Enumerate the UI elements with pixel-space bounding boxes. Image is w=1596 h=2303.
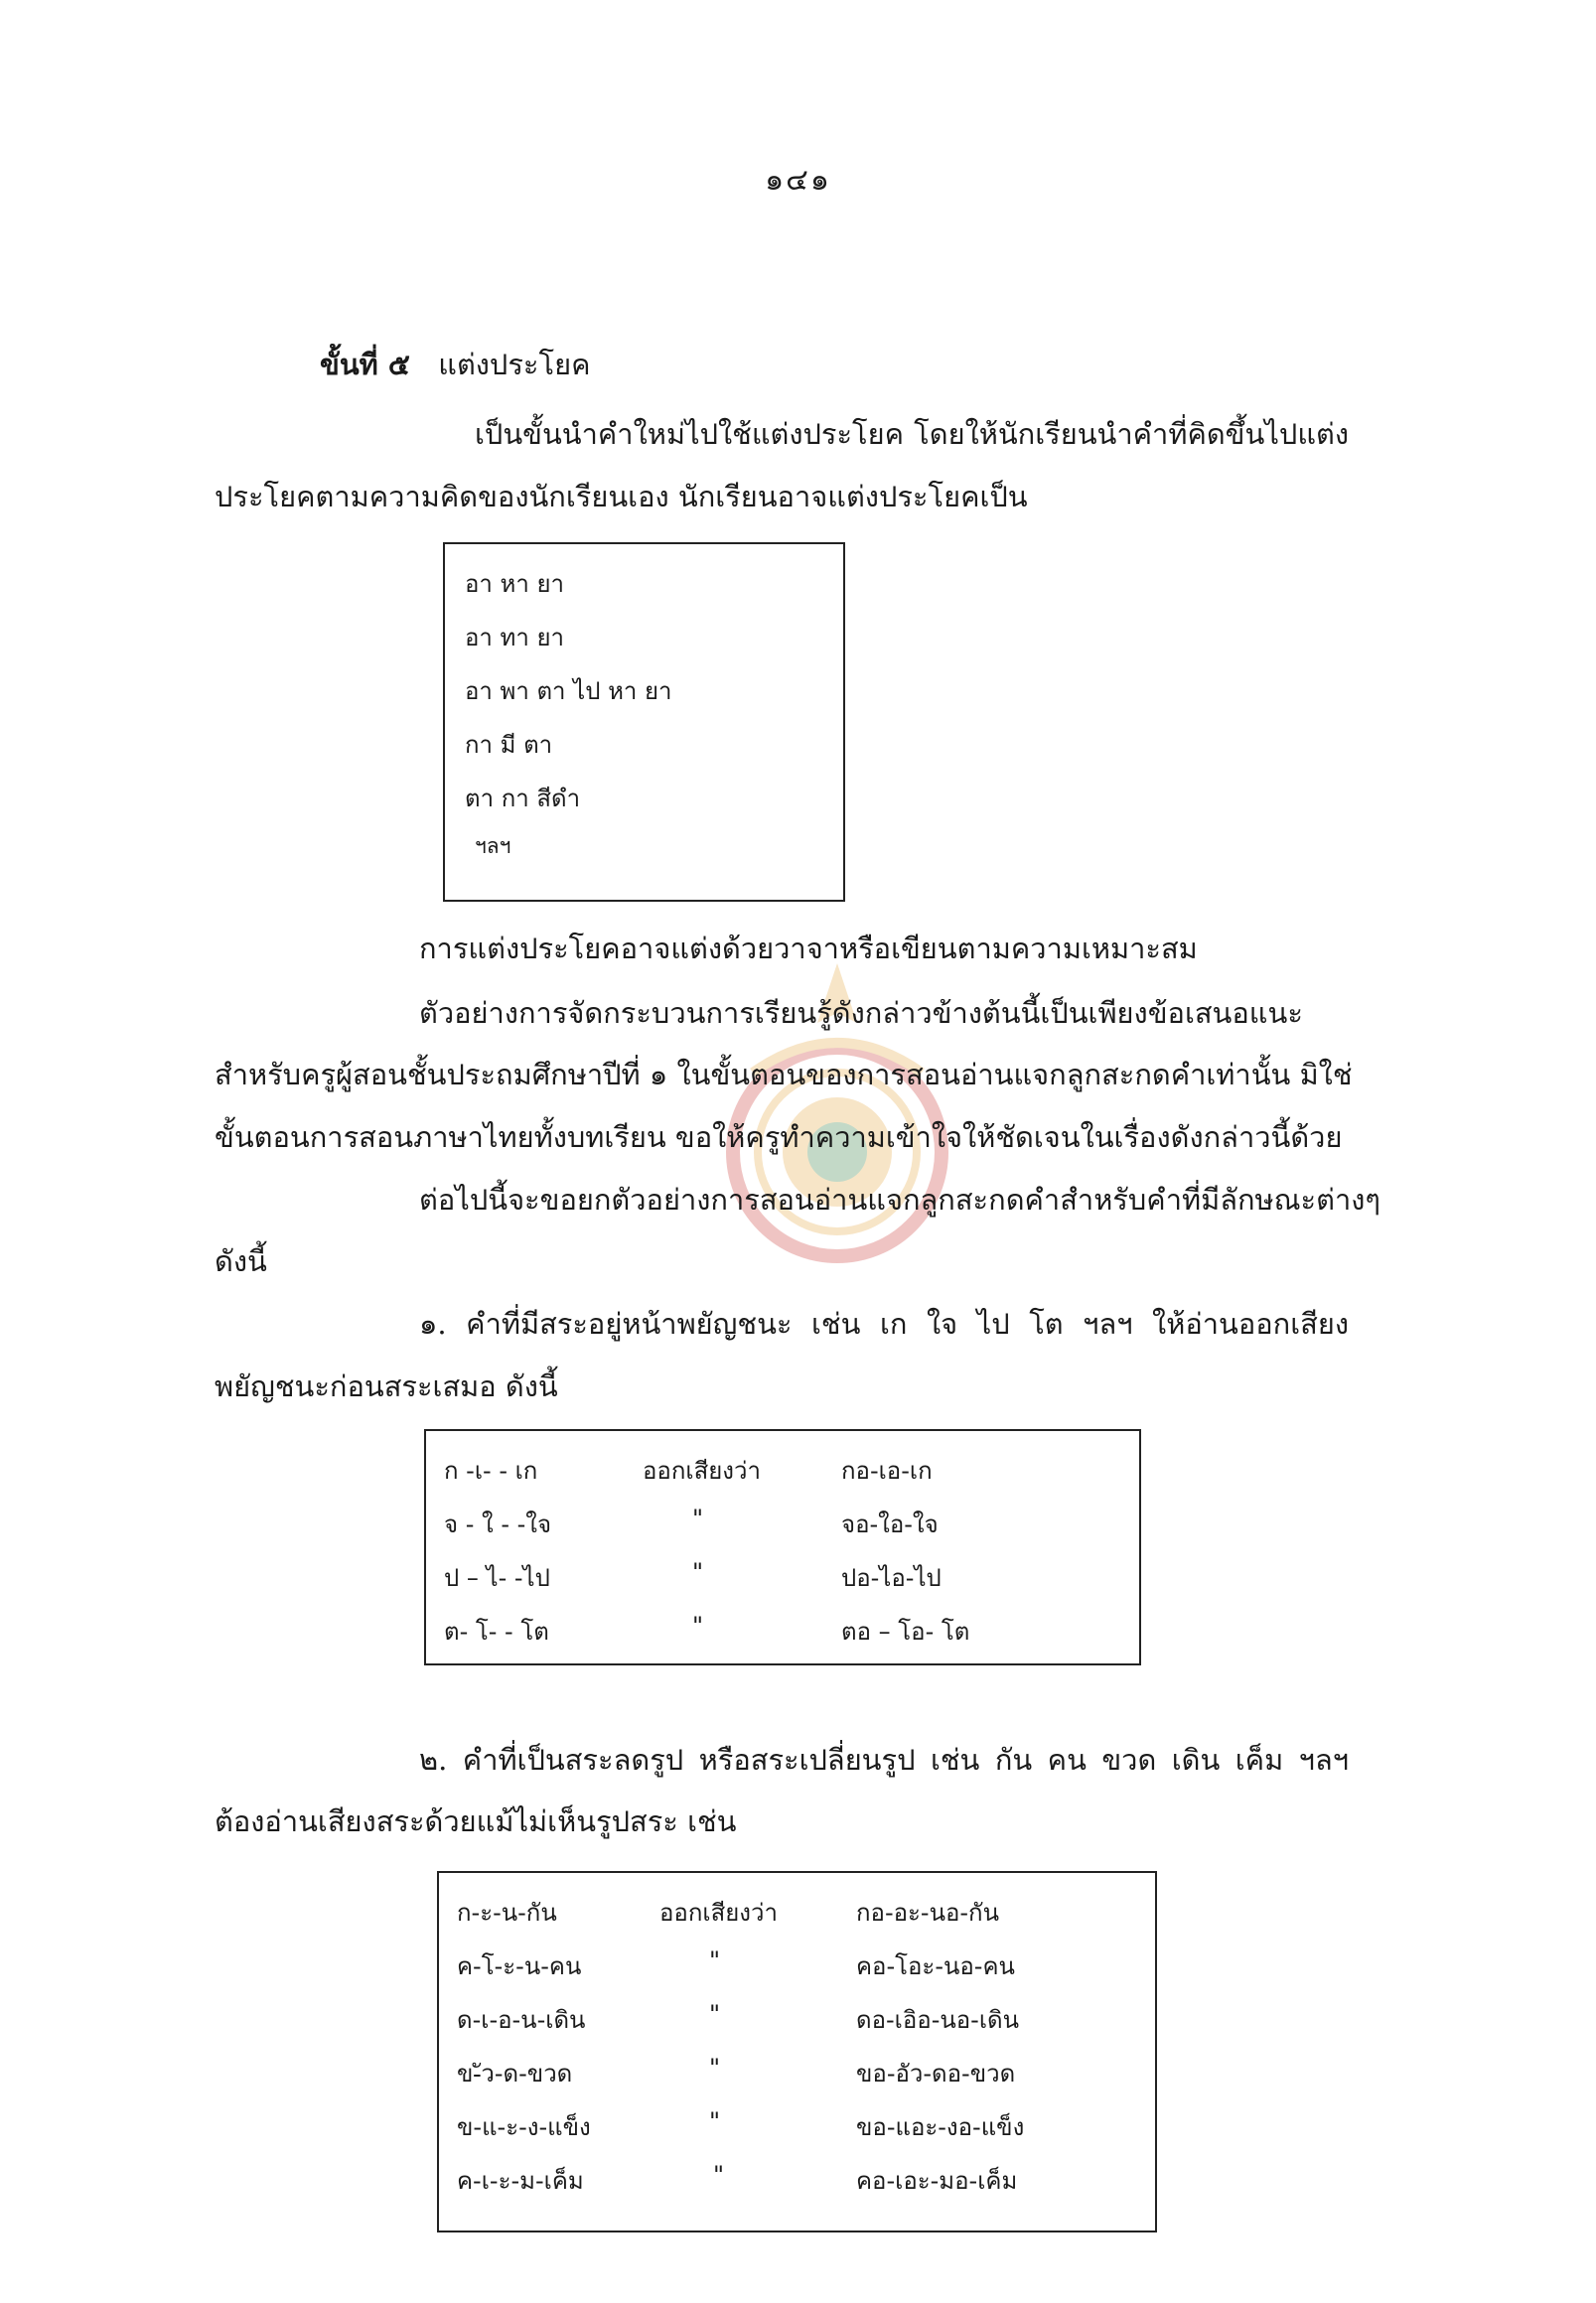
item-1-line-1: ๑. คำที่มีสระอยู่หน้าพยัญชนะ เช่น เก ใจ ไป โต ฯลฯ ให้อ่านออกเสียง bbox=[419, 1307, 1349, 1341]
ditto-mark: " bbox=[709, 1946, 721, 1974]
sentence-line: อา หา ยา bbox=[465, 570, 564, 598]
pronounce-as: ออกเสียงว่า bbox=[643, 1457, 761, 1485]
paragraph-2-line-3: ขั้นตอนการสอนภาษาไทยทั้งบทเรียน ขอให้ครูทำความเข้าใจให้ชัดเจนในเรื่องดังกล่าวนี้ด้วย bbox=[215, 1120, 1343, 1154]
intro-line-2: ประโยคตามความคิดของนักเรียนเอง นักเรียนอาจแต่งประโยคเป็น bbox=[215, 480, 1028, 513]
sentence-box bbox=[443, 542, 845, 902]
item-1-line-2: พยัญชนะก่อนสระเสมอ ดังนี้ bbox=[215, 1369, 558, 1403]
paragraph-2-line-1: ตัวอย่างการจัดกระบวนการเรียนรู้ดังกล่าวข้างต้นนี้เป็นเพียงข้อเสนอแนะ bbox=[419, 996, 1303, 1030]
item-1-table bbox=[424, 1429, 1141, 1665]
reading: ขอ-อัว-ดอ-ขวด bbox=[856, 2060, 1016, 2087]
ditto-mark: " bbox=[692, 1612, 704, 1640]
step-title: แต่งประโยค bbox=[438, 348, 591, 381]
item-2-line-2: ต้องอ่านเสียงสระด้วยแม้ไม่เห็นรูปสระ เช่น bbox=[215, 1804, 737, 1838]
ditto-mark: " bbox=[692, 1505, 704, 1532]
spelling: ข-แ-ะ-ง-แข็ง bbox=[457, 2113, 591, 2141]
reading: ขอ-แอะ-งอ-แข็ง bbox=[856, 2113, 1025, 2141]
reading: คอ-โอะ-นอ-คน bbox=[856, 1952, 1015, 1980]
spelling: ป – ไ- -ไป bbox=[444, 1564, 550, 1592]
step-label: ขั้นที่ ๕ bbox=[320, 348, 410, 381]
sentence-line: กา มี ตา bbox=[465, 731, 553, 759]
sentence-line: ฯลฯ bbox=[475, 834, 511, 858]
reading: ปอ-ไอ-ไป bbox=[841, 1564, 942, 1592]
paragraph-2-line-2: สำหรับครูผู้สอนชั้นประถมศึกษาปีที่ ๑ ในขั้นตอนของการสอนอ่านแจกลูกสะกดคำเท่านั้น มิใช่ bbox=[215, 1058, 1353, 1091]
intro-line-1: เป็นขั้นนำคำใหม่ไปใช้แต่งประโยค โดยให้นักเรียนนำคำที่คิดขึ้นไปแต่ง bbox=[475, 417, 1349, 451]
spelling: ค-เ-ะ-ม-เค็ม bbox=[457, 2167, 584, 2195]
spelling: ก -เ- - เก bbox=[444, 1457, 538, 1485]
ditto-mark: " bbox=[709, 2000, 721, 2028]
ditto-mark: " bbox=[709, 2054, 721, 2082]
sentence-line: อา ทา ยา bbox=[465, 624, 564, 651]
sentence-line: อา พา ตา ไป หา ยา bbox=[465, 677, 672, 705]
spelling: ด-เ-อ-น-เดิน bbox=[457, 2006, 586, 2034]
item-2-line-1: ๒. คำที่เป็นสระลดรูป หรือสระเปลี่ยนรูป เช่น กัน คน ขวด เดิน เค็ม ฯลฯ bbox=[419, 1743, 1349, 1777]
ditto-mark: " bbox=[709, 2107, 721, 2135]
reading: ดอ-เอิอ-นอ-เดิน bbox=[856, 2006, 1020, 2034]
paragraph-3-line-1: ต่อไปนี้จะขอยกตัวอย่างการสอนอ่านแจกลูกสะกดคำสำหรับคำที่มีลักษณะต่างๆ bbox=[419, 1183, 1380, 1217]
spelling: จ - ใ - -ใจ bbox=[444, 1511, 552, 1538]
step-heading bbox=[320, 345, 590, 384]
paragraph-3-line-2: ดังนี้ bbox=[215, 1244, 267, 1278]
spelling: ก-ะ-น-กัน bbox=[457, 1899, 557, 1927]
sentence-line: ตา กา สีดำ bbox=[465, 785, 581, 812]
reading: กอ-อะ-นอ-กัน bbox=[856, 1899, 999, 1927]
item-2-table bbox=[437, 1871, 1157, 2232]
ditto-mark: " bbox=[713, 2161, 725, 2189]
paragraph-1: การแต่งประโยคอาจแต่งด้วยวาจาหรือเขียนตามความเหมาะสม bbox=[419, 932, 1198, 965]
page-number: ๑๔๑ bbox=[765, 163, 831, 198]
spelling: ต- โ- - โต bbox=[444, 1618, 549, 1646]
spelling: ข-ัว-ด-ขวด bbox=[457, 2060, 573, 2087]
reading: ตอ – โอ- โต bbox=[841, 1618, 970, 1646]
reading: จอ-ใอ-ใจ bbox=[841, 1511, 939, 1538]
spelling: ค-โ-ะ-น-คน bbox=[457, 1952, 582, 1980]
reading: กอ-เอ-เก bbox=[841, 1457, 933, 1485]
ditto-mark: " bbox=[692, 1558, 704, 1586]
reading: คอ-เอะ-มอ-เค็ม bbox=[856, 2167, 1018, 2195]
pronounce-as: ออกเสียงว่า bbox=[659, 1899, 778, 1927]
